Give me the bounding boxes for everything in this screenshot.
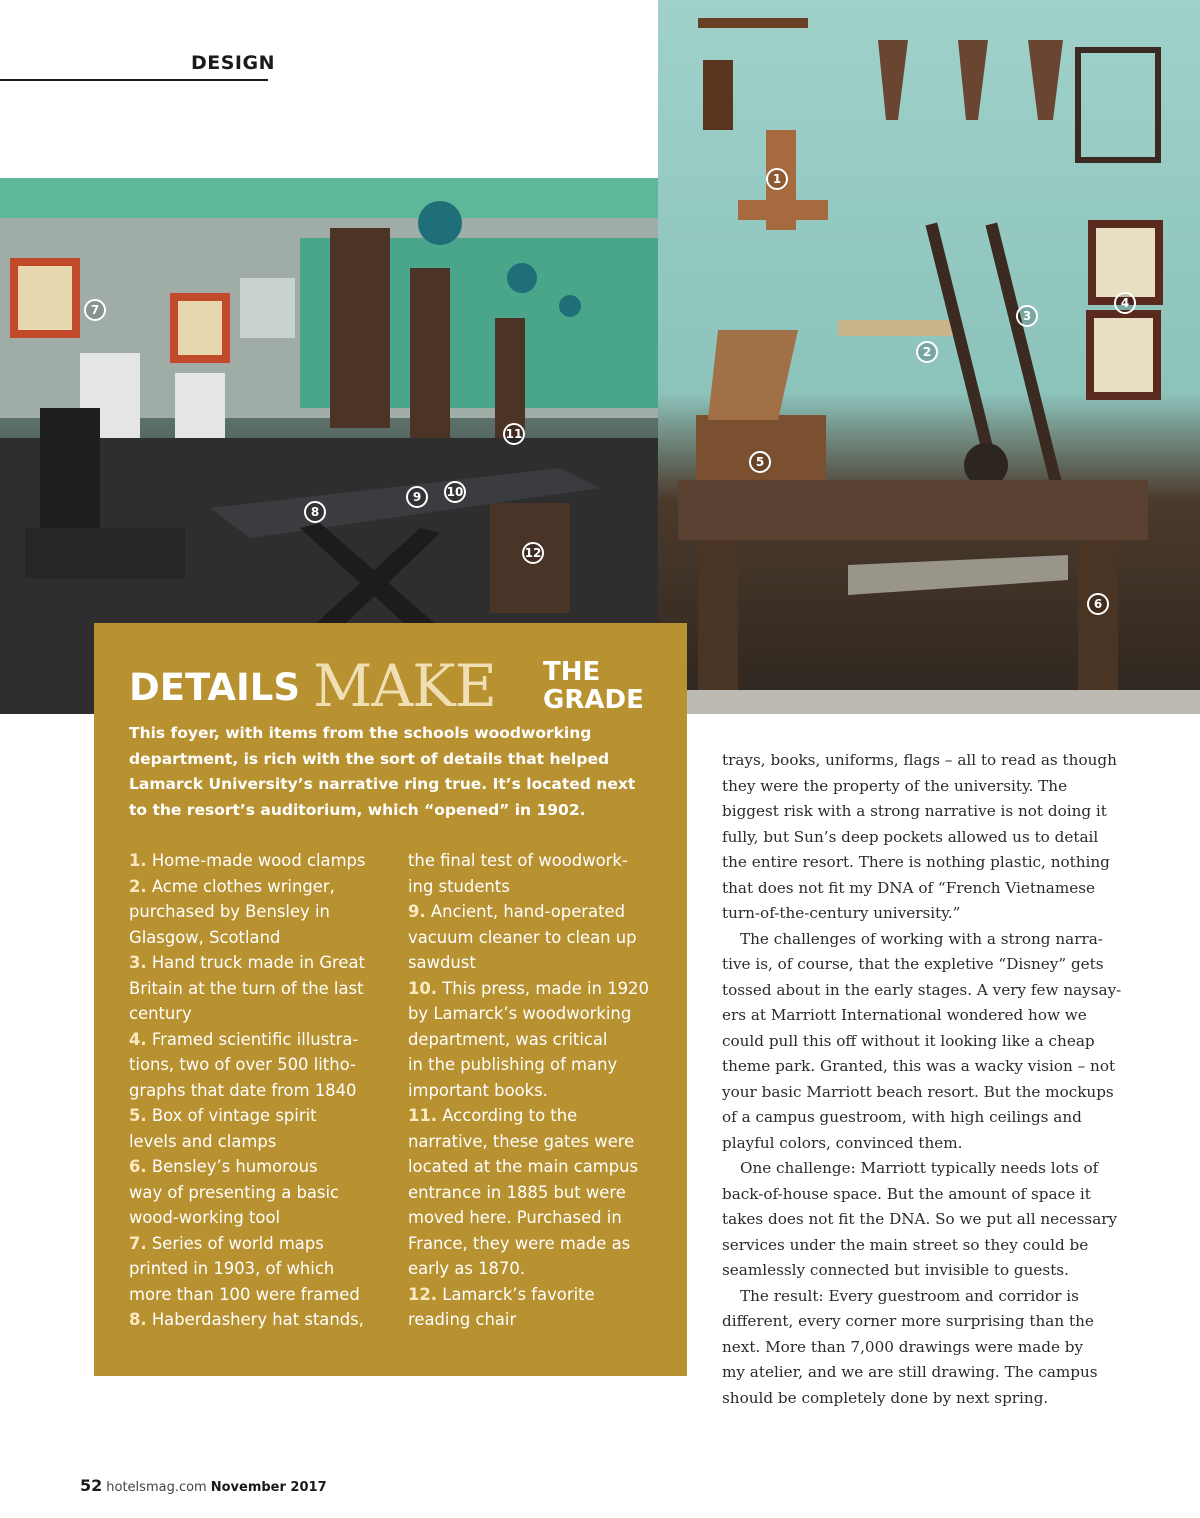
- article-body: [722, 748, 1122, 1411]
- legend-text: in the publishing of many: [408, 1055, 618, 1074]
- legend-text: Framed scientific illustra-: [146, 1029, 359, 1049]
- legend-line: [408, 1307, 668, 1333]
- legend-text: graphs that date from 1840: [129, 1080, 357, 1100]
- legend-text: way of presenting a basic: [129, 1182, 340, 1202]
- body-line: of a campus guestroom, with high ceilings and: [722, 1108, 1082, 1126]
- legend-text: vacuum cleaner to clean up: [408, 927, 637, 947]
- body-line: the entire resort. There is nothing plastic, nothing: [722, 853, 1110, 871]
- section-tag: DESIGN: [191, 52, 276, 74]
- legend-text: purchased by Bensley in: [129, 902, 330, 921]
- legend-text: important books.: [408, 1080, 548, 1100]
- legend-line: [129, 1180, 379, 1206]
- legend-text: moved here. Purchased in: [408, 1208, 622, 1227]
- legend-text: Hand truck made in Great: [146, 953, 365, 972]
- legend-text: Acme clothes wringer,: [146, 876, 335, 896]
- body-line: fully, but Sun’s deep pockets allowed us to detail: [722, 827, 1099, 846]
- legend-line: [408, 950, 668, 976]
- legend-text: early as 1870.: [408, 1259, 526, 1278]
- body-line: ers at Marriott International wondered how we: [722, 1006, 1087, 1024]
- legend-text: According to the: [437, 1106, 578, 1125]
- legend-line: [129, 1256, 379, 1282]
- legend-number: 10.: [408, 978, 438, 998]
- page-number: 52: [80, 1476, 103, 1495]
- legend-number: 1.: [129, 851, 147, 870]
- legend-line: [129, 848, 379, 874]
- legend-line: [129, 1231, 379, 1257]
- legend-text: more than 100 were framed: [129, 1284, 360, 1304]
- legend-line: [129, 1027, 379, 1053]
- callout-marker-12: 12: [522, 542, 544, 564]
- body-line: biggest risk with a strong narrative is not doing it: [722, 802, 1107, 820]
- legend-line: [129, 1154, 379, 1180]
- legend-text: the final test of woodwork-: [408, 851, 628, 870]
- legend-text: Haberdashery hat stands,: [146, 1310, 364, 1329]
- legend-text: Glasgow, Scotland: [129, 927, 281, 947]
- callout-marker-10: 10: [444, 481, 466, 503]
- body-line: One challenge: Marriott typically needs lots of: [740, 1159, 1099, 1177]
- legend-line: [408, 1027, 668, 1053]
- callout-marker-9: 9: [406, 486, 428, 508]
- legend-line: [408, 874, 668, 900]
- legend-line: [129, 976, 379, 1002]
- legend-line: [408, 976, 668, 1002]
- body-line: theme park. Granted, this was a wacky vision – not: [722, 1057, 1116, 1075]
- legend-text: narrative, these gates were: [408, 1131, 635, 1151]
- legend-line: [408, 1205, 668, 1231]
- legend-text: department, was critical: [408, 1029, 608, 1049]
- legend-line: [408, 925, 668, 951]
- headline-grade: GRADE: [543, 685, 644, 715]
- body-line: turn-of-the-century university.”: [722, 904, 961, 922]
- callout-marker-1: 1: [766, 168, 788, 190]
- callout-marker-11: 11: [503, 423, 525, 445]
- legend-line: [129, 1129, 379, 1155]
- body-line: seamlessly connected but invisible to guests.: [722, 1261, 1069, 1279]
- body-line: different, every corner more surprising than the: [722, 1312, 1094, 1330]
- body-line: could pull this off without it looking like a cheap: [722, 1031, 1095, 1050]
- legend-line: [129, 899, 379, 925]
- body-line: back-of-house space. But the amount of space it: [722, 1184, 1091, 1203]
- legend-text: France, they were made as: [408, 1233, 631, 1253]
- legend-line: [408, 848, 668, 874]
- callout-marker-2: 2: [916, 341, 938, 363]
- legend-line: [129, 1052, 379, 1078]
- intro-line: This foyer, with items from the schools woodworking: [129, 724, 592, 742]
- body-line: services under the main street so they could be: [722, 1235, 1089, 1254]
- legend-list-right: [408, 848, 668, 1333]
- legend-number: 9.: [408, 902, 426, 921]
- legend-line: [408, 1001, 668, 1027]
- legend-line: [129, 950, 379, 976]
- footer-site: hotelsmag.com: [106, 1480, 207, 1495]
- legend-text: entrance in 1885 but were: [408, 1182, 626, 1202]
- body-line: tossed about in the early stages. A very few naysay-: [722, 980, 1122, 999]
- intro-line: to the resort’s auditorium, which “opened” in 1902.: [129, 800, 586, 819]
- body-line: The result: Every guestroom and corridor is: [740, 1286, 1079, 1305]
- legend-line: [129, 1103, 379, 1129]
- legend-number: 12.: [408, 1284, 438, 1304]
- legend-text: Ancient, hand-operated: [425, 902, 625, 921]
- body-line: playful colors, convinced them.: [722, 1133, 963, 1152]
- legend-number: 8.: [129, 1310, 147, 1329]
- callout-marker-7: 7: [84, 299, 106, 321]
- page-footer: [80, 1476, 327, 1495]
- body-line: they were the property of the university. The: [722, 776, 1068, 795]
- legend-number: 7.: [129, 1233, 147, 1253]
- intro-line: Lamarck University’s narrative ring true. It’s located next: [129, 775, 636, 793]
- legend-line: [408, 899, 668, 925]
- workshop-photo: [658, 0, 1200, 714]
- legend-line: [408, 1231, 668, 1257]
- legend-text: Lamarck’s favorite: [437, 1284, 595, 1304]
- legend-line: [129, 1078, 379, 1104]
- section-rule: [0, 79, 268, 81]
- legend-number: 2.: [129, 876, 147, 896]
- legend-text: levels and clamps: [129, 1131, 277, 1151]
- legend-line: [408, 1154, 668, 1180]
- body-line: tive is, of course, that the expletive “Disney” gets: [722, 955, 1104, 973]
- callout-marker-5: 5: [749, 451, 771, 473]
- legend-line: [408, 1256, 668, 1282]
- callout-marker-3: 3: [1016, 305, 1038, 327]
- legend-number: 5.: [129, 1106, 147, 1125]
- legend-line: [408, 1103, 668, 1129]
- callout-marker-6: 6: [1087, 593, 1109, 615]
- legend-line: [129, 1205, 379, 1231]
- legend-number: 6.: [129, 1157, 147, 1176]
- intro-line: department, is rich with the sort of details that helped: [129, 749, 610, 768]
- body-line: my atelier, and we are still drawing. The campus: [722, 1363, 1098, 1381]
- body-line: The challenges of working with a strong narra-: [740, 929, 1103, 948]
- legend-text: This press, made in 1920: [437, 978, 649, 998]
- legend-number: 4.: [129, 1029, 147, 1049]
- headline-make: MAKE: [313, 652, 496, 720]
- legend-line: [408, 1180, 668, 1206]
- legend-line: [129, 1282, 379, 1308]
- legend-text: Series of world maps: [146, 1233, 324, 1253]
- legend-text: wood-working tool: [129, 1208, 281, 1227]
- headline-the: THE: [543, 657, 601, 687]
- body-line: should be completely done by next spring.: [722, 1388, 1049, 1407]
- legend-line: [408, 1129, 668, 1155]
- legend-line: [408, 1282, 668, 1308]
- legend-text: sawdust: [408, 953, 476, 972]
- intro-text: [129, 721, 649, 823]
- body-line: next. More than 7,000 drawings were made by: [722, 1337, 1084, 1356]
- legend-text: by Lamarck’s woodworking: [408, 1004, 632, 1023]
- legend-line: [129, 925, 379, 951]
- legend-text: tions, two of over 500 litho-: [129, 1055, 356, 1074]
- callout-marker-8: 8: [304, 501, 326, 523]
- legend-line: [129, 874, 379, 900]
- legend-line: [129, 1307, 379, 1333]
- legend-line: [129, 1001, 379, 1027]
- legend-text: reading chair: [408, 1310, 517, 1329]
- legend-text: located at the main campus: [408, 1157, 639, 1176]
- legend-text: Britain at the turn of the last: [129, 978, 364, 998]
- legend-number: 11.: [408, 1106, 438, 1125]
- legend-line: [408, 1052, 668, 1078]
- headline-details: DETAILS: [129, 666, 300, 709]
- legend-text: Bensley’s humorous: [146, 1157, 318, 1176]
- legend-text: ing students: [408, 876, 510, 896]
- legend-text: printed in 1903, of which: [129, 1259, 335, 1278]
- legend-text: century: [129, 1004, 192, 1023]
- footer-issue-date: November 2017: [210, 1480, 327, 1495]
- body-line: your basic Marriott beach resort. But the mockups: [722, 1082, 1114, 1101]
- body-line: takes does not fit the DNA. So we put all necessary: [722, 1210, 1118, 1228]
- body-line: that does not fit my DNA of “French Vietnamese: [722, 878, 1096, 897]
- legend-line: [408, 1078, 668, 1104]
- legend-text: Box of vintage spirit: [146, 1106, 317, 1125]
- legend-number: 3.: [129, 953, 147, 972]
- legend-text: Home-made wood clamps: [146, 851, 366, 870]
- callout-marker-4: 4: [1114, 292, 1136, 314]
- body-line: trays, books, uniforms, flags – all to read as though: [722, 751, 1117, 769]
- legend-list-left: [129, 848, 379, 1333]
